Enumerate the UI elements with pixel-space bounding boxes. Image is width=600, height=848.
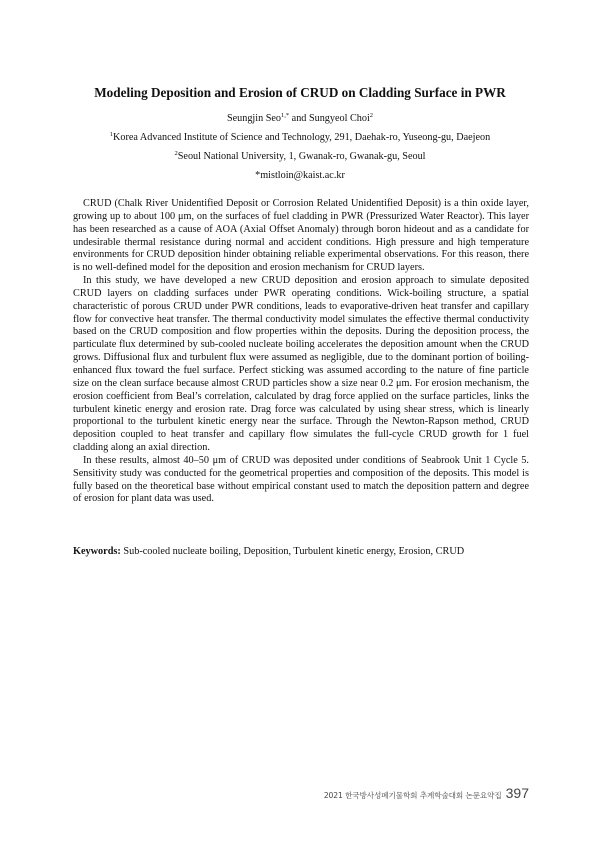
abstract-paragraph-3: In these results, almost 40–50 μm of CRUD was deposited under conditions of Seabrook Unit 1 Cycle 5. Sensitivity study was conducted for the geometrical properties and composition of the deposits. This model is fully based on the theoretical base without empirical constant used to match the deposition pattern and degree of erosion for plant data was used.	[73, 454, 529, 505]
abstract-body	[73, 198, 529, 506]
author-1-affiliation-mark: 1,*	[281, 112, 290, 119]
keywords-label: Keywords:	[73, 546, 121, 557]
abstract-paragraph-2: In this study, we have developed a new CRUD deposition and erosion approach to simulate deposited CRUD layers on cladding surfaces under PWR operating conditions. Wick-boiling structure, a spatial characteristic of porous CRUD under PWR conditions, leads to evaporative-driven heat transfer and capillary flow for convective heat transfer. The thermal conductivity model simulates the effective thermal conductivity based on the CRUD composition and flow properties within the deposits. During the deposition process, the particulate flux determined by sub-cooled nucleate boiling accelerates the deposition amount when the CRUD grows. Diffusional flux and turbulent flux were assumed as negligible, due to the dominant portion of boiling-enhanced flux toward the fuel surface. Perfect sticking was assumed according to the nature of fine particle size on the clean surface because almost CRUD particles show a size near 0.2 μm. For erosion mechanism, the erosion coefficient from Beal’s correlation, calculated by drag force applied on the surface particles, links the turbulent kinetic energy and erosion rate. Drag force was calculated by using shear stress, which is linearly proportional to the turbulent kinetic energy near the surface. Through the Newton-Rapson method, CRUD deposition coupled to heat transfer and capillary flow simulates the full-cycle CRUD growth for 1 fuel cladding along an axial direction.	[73, 275, 529, 454]
keywords-line	[73, 545, 529, 558]
corresponding-email: *mistloin@kaist.ac.kr	[255, 170, 345, 181]
affiliation-1-text: Korea Advanced Institute of Science and Technology, 291, Daehak-ro, Yuseong-gu, Daejeon	[113, 132, 491, 143]
paper-title: Modeling Deposition and Erosion of CRUD on Cladding Surface in PWR	[94, 85, 506, 100]
conference-name: 2021 한국방사성폐기물학회 추계학술대회 논문요약집	[323, 791, 502, 800]
affiliation-1-mark: 1	[109, 131, 114, 138]
page-footer	[324, 785, 529, 801]
affiliation-1	[60, 131, 540, 145]
author-connector: and	[289, 113, 309, 124]
affiliation-2-mark: 2	[174, 150, 178, 157]
abstract-paragraph-1: CRUD (Chalk River Unidentified Deposit or Corrosion Related Unidentified Deposit) is a thin oxide layer, growing up to about 100 μm, on the surfaces of fuel cladding in PWR (Pressurized Water Reactor). This layer has been researched as a cause of AOA (Axial Offset Anomaly) through boron hideout and as a candidate for undesirable thermal resistance during normal and accident conditions. High pressure and high temperature environments for CRUD deposition hinder obtaining reliable experimental observations. For this reason, there is no well-defined model for the deposition and erosion mechanism for CRUD layers.	[73, 198, 529, 274]
author-2-affiliation-mark: 2	[369, 112, 374, 119]
author-line	[60, 112, 540, 126]
page-number: 397	[505, 785, 529, 801]
keywords-text: Sub-cooled nucleate boiling, Deposition, Turbulent kinetic energy, Erosion, CRUD	[120, 546, 465, 557]
affiliation-2	[60, 150, 540, 164]
author-2-name: Sungyeol Choi	[308, 113, 370, 124]
author-1-name: Seungjin Seo	[226, 113, 281, 124]
affiliation-2-text: Seoul National University, 1, Gwanak-ro, Gwanak-gu, Seoul	[177, 151, 426, 162]
